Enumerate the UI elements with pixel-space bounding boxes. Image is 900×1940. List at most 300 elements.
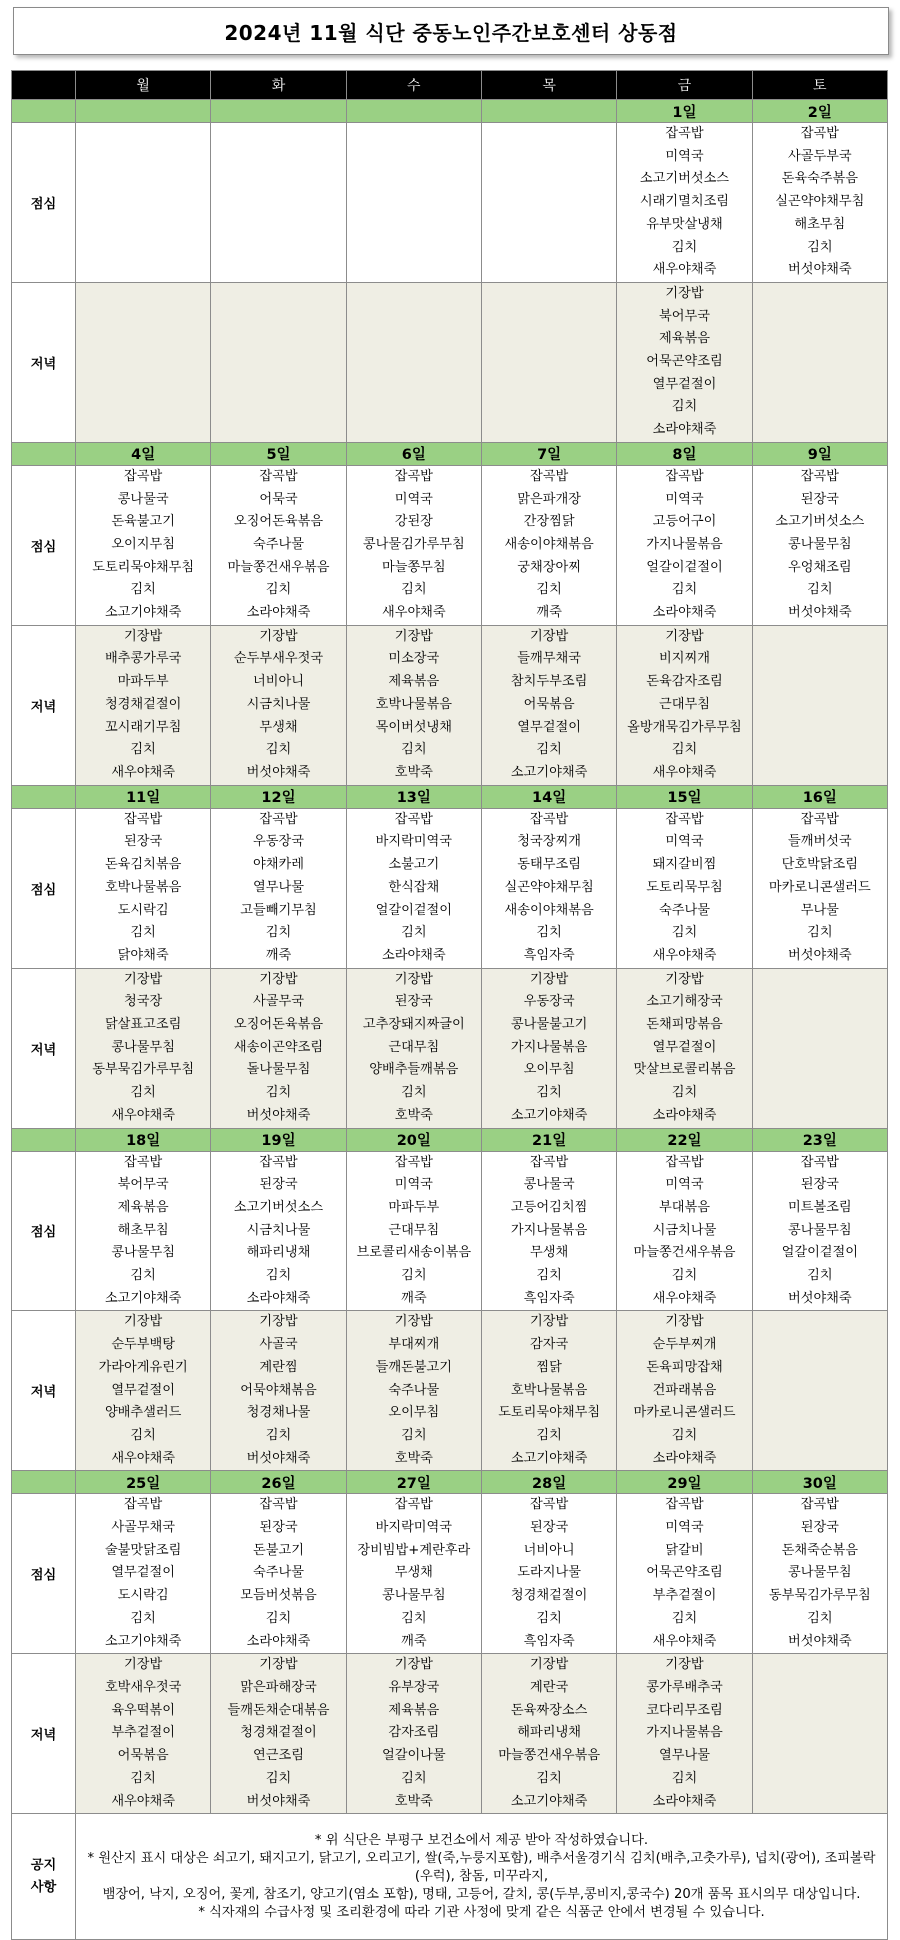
date-cell: 14일 <box>481 785 616 808</box>
menu-item: 미역국 <box>394 1177 433 1193</box>
menu-item: 깨죽 <box>401 1290 427 1306</box>
dinner-menu-cell <box>481 1654 616 1814</box>
menu-item: 잡곡밥 <box>800 1154 839 1170</box>
date-row-label <box>12 1471 76 1494</box>
menu-item: 잡곡밥 <box>394 468 433 484</box>
menu-item: 부대볶음 <box>658 1199 710 1215</box>
menu-item: 소고기야채죽 <box>510 1793 588 1809</box>
lunch-menu-cell <box>481 808 616 968</box>
menu-item: 계란국 <box>530 1680 569 1695</box>
date-row-label <box>12 100 76 123</box>
menu-item: 잡곡밥 <box>665 1154 704 1170</box>
menu-item: 잡곡밥 <box>259 468 298 484</box>
dinner-row <box>12 625 888 785</box>
lunch-menu-cell <box>211 465 346 625</box>
menu-item: 계란찜 <box>259 1359 298 1375</box>
menu-item: 유부장국 <box>388 1680 440 1695</box>
dinner-menu-cell <box>76 1654 211 1814</box>
menu-item: 소고기버섯소스 <box>233 1199 324 1215</box>
menu-item: 새우야채죽 <box>652 764 717 780</box>
menu-item: 소라야채죽 <box>652 605 717 621</box>
menu-item: 호박죽 <box>394 1450 433 1466</box>
dinner-menu-cell <box>481 968 616 1128</box>
menu-item: 김치 <box>671 239 698 255</box>
lunch-menu-cell <box>76 1494 211 1654</box>
menu-item: 잡곡밥 <box>394 811 433 827</box>
menu-item: 기장밥 <box>124 1314 163 1330</box>
date-row <box>12 785 888 808</box>
menu-item: 양배추들깨볶음 <box>369 1062 459 1078</box>
menu-item: 마늘쫑무침 <box>381 559 446 575</box>
menu-item: 김치 <box>536 1610 562 1626</box>
dinner-menu-cell <box>617 282 752 442</box>
menu-item: 미트볼조림 <box>787 1199 852 1215</box>
menu-item: 기장밥 <box>665 971 704 987</box>
menu-item: 콩나물무침 <box>787 1222 852 1238</box>
menu-item: 소고기버섯소스 <box>775 514 865 530</box>
menu-item: 김치 <box>130 1268 156 1284</box>
menu-item: 소라야채죽 <box>246 1633 311 1649</box>
menu-item: 해파리냉채 <box>246 1245 311 1261</box>
menu-item: 돈육감자조림 <box>646 674 723 690</box>
menu-item: 새우야채죽 <box>111 1107 176 1123</box>
menu-item: 김치 <box>671 742 698 758</box>
menu-item: 된장국 <box>530 1520 569 1536</box>
menu-item: 청경채겉절이 <box>510 1588 588 1604</box>
menu-item: 열무겉절이 <box>652 376 717 392</box>
notice-line: * 원산지 표시 대상은 쇠고기, 돼지고기, 닭고기, 오리고기, 쌀(죽,누룽지포함), 배추서울경기식 김치(배추,고춧가루), 넙치(광어), 조피볼락(우럭), 참돔, 미꾸라지, <box>87 1850 876 1884</box>
menu-item: 김치 <box>536 1085 562 1101</box>
menu-item: 감자국 <box>530 1337 569 1353</box>
menu-item: 버섯야채죽 <box>246 764 311 780</box>
date-row <box>12 442 888 465</box>
menu-item: 어묵야채볶음 <box>240 1382 317 1398</box>
menu-item: 야채카레 <box>253 857 304 873</box>
menu-item: 청경채겉절이 <box>104 696 182 712</box>
menu-item: 제육볶음 <box>388 1702 440 1718</box>
menu-item: 돼지갈비찜 <box>652 857 717 873</box>
menu-item: 잡곡밥 <box>124 468 163 484</box>
menu-item: 호박죽 <box>394 1107 433 1123</box>
menu-item: 순두부백탕 <box>111 1337 176 1353</box>
menu-item: 들깨돈불고기 <box>375 1359 453 1375</box>
menu-item: 깨죽 <box>536 605 562 621</box>
date-cell: 6일 <box>346 442 481 465</box>
menu-item: 김치 <box>807 582 833 598</box>
lunch-row-label: 점심 <box>12 465 76 625</box>
menu-item: 순두부찌개 <box>652 1337 717 1353</box>
lunch-menu-cell <box>346 465 481 625</box>
dinner-row <box>12 1654 888 1814</box>
menu-item: 기장밥 <box>259 971 298 987</box>
menu-item: 어묵볶음 <box>117 1748 169 1764</box>
weekday-header: 토 <box>752 71 887 100</box>
menu-item: 돈채피망볶음 <box>646 1017 723 1033</box>
menu-item: 콩나물김가루무침 <box>362 536 465 552</box>
date-cell: 12일 <box>211 785 346 808</box>
date-row-label <box>12 442 76 465</box>
weekday-header: 화 <box>211 71 346 100</box>
menu-item: 순두부새우젓국 <box>233 651 324 667</box>
menu-item: 감자조림 <box>388 1725 440 1741</box>
menu-item: 새우야채죽 <box>111 1793 176 1809</box>
date-cell: 29일 <box>617 1471 752 1494</box>
menu-item: 청국장 <box>124 994 163 1010</box>
menu-item: 부추겉절이 <box>111 1725 176 1741</box>
lunch-menu-cell <box>346 123 481 283</box>
dinner-menu-cell <box>211 1654 346 1814</box>
menu-item: 호박나물볶음 <box>375 696 453 712</box>
weekday-header-row <box>12 71 888 100</box>
dinner-menu-cell <box>617 1311 752 1471</box>
menu-item: 김치 <box>671 399 698 415</box>
menu-item: 바지락미역국 <box>375 834 453 850</box>
menu-item: 닭살표고조림 <box>104 1017 182 1033</box>
menu-item: 기장밥 <box>394 1314 433 1330</box>
menu-item: 강된장 <box>394 514 433 530</box>
menu-item: 너비아니 <box>523 1542 575 1558</box>
menu-item: 시래기멸치조림 <box>639 194 730 210</box>
menu-item: 잡곡밥 <box>394 1497 433 1513</box>
menu-item: 소고기야채죽 <box>104 605 182 621</box>
menu-item: 잡곡밥 <box>665 811 704 827</box>
menu-item: 김치 <box>401 1427 427 1443</box>
menu-item: 육우떡볶이 <box>111 1702 176 1718</box>
menu-item: 숙주나물 <box>253 1565 304 1581</box>
menu-item: 김치 <box>536 742 562 758</box>
menu-item: 버섯야채죽 <box>246 1793 311 1809</box>
menu-item: 소라야채죽 <box>246 605 311 621</box>
menu-item: 잡곡밥 <box>665 468 704 484</box>
menu-item: 도토리묵야채무침 <box>498 1405 601 1421</box>
menu-item: 어묵국 <box>259 491 298 507</box>
lunch-row <box>12 808 888 968</box>
menu-item: 깨죽 <box>401 1633 427 1649</box>
menu-item: 호박나물볶음 <box>104 879 182 895</box>
dinner-menu-cell <box>752 625 887 785</box>
menu-item: 참치두부조림 <box>510 674 588 690</box>
dinner-menu-cell <box>211 282 346 442</box>
date-cell: 13일 <box>346 785 481 808</box>
menu-item: 청국장찌개 <box>517 834 581 850</box>
menu-item: 잡곡밥 <box>800 811 839 827</box>
menu-item: 사골무국 <box>253 994 304 1010</box>
menu-item: 소라야채죽 <box>246 1290 311 1306</box>
dinner-row-label: 저녁 <box>12 968 76 1128</box>
menu-item: 올방개묵김가루무침 <box>627 719 742 735</box>
menu-item: 잡곡밥 <box>800 468 839 484</box>
dinner-menu-cell <box>76 625 211 785</box>
date-cell: 18일 <box>76 1128 211 1151</box>
menu-item: 된장국 <box>394 994 433 1010</box>
menu-item: 가지나물볶음 <box>510 1039 588 1055</box>
menu-item: 제육볶음 <box>388 674 440 690</box>
lunch-menu-cell <box>211 123 346 283</box>
menu-item: 버섯야채죽 <box>787 1633 852 1649</box>
menu-item: 김치 <box>671 1268 698 1284</box>
menu-item: 제육볶음 <box>117 1199 169 1215</box>
date-cell: 2일 <box>752 100 887 123</box>
date-cell: 5일 <box>211 442 346 465</box>
lunch-menu-cell <box>617 1151 752 1311</box>
menu-item: 고등어구이 <box>652 514 717 530</box>
menu-item: 소고기야채죽 <box>510 764 588 780</box>
lunch-menu-cell <box>76 1151 211 1311</box>
dinner-menu-cell <box>76 282 211 442</box>
menu-item: 들깨무채국 <box>517 651 581 667</box>
menu-item: 콩나물무침 <box>787 536 852 552</box>
menu-item: 열무겉절이 <box>652 1039 717 1055</box>
menu-item: 김치 <box>671 1770 698 1786</box>
menu-item: 기장밥 <box>665 285 704 301</box>
menu-item: 무생채 <box>530 1245 569 1261</box>
menu-item: 된장국 <box>259 1520 298 1536</box>
lunch-menu-cell <box>481 1151 616 1311</box>
menu-item: 소고기야채죽 <box>104 1290 182 1306</box>
menu-table <box>11 70 888 1940</box>
menu-item: 열무나물 <box>253 879 304 895</box>
lunch-menu-cell <box>481 465 616 625</box>
menu-item: 새우야채죽 <box>111 764 176 780</box>
menu-item: 김치 <box>265 1085 292 1101</box>
menu-item: 새우야채죽 <box>652 947 717 963</box>
menu-item: 장비빔밥+계란후라 <box>357 1542 471 1558</box>
menu-item: 김치 <box>671 1610 698 1626</box>
menu-item: 버섯야채죽 <box>787 262 852 278</box>
menu-item: 제육볶음 <box>658 331 710 347</box>
lunch-menu-cell <box>76 123 211 283</box>
menu-item: 잡곡밥 <box>259 1497 298 1513</box>
menu-item: 김치 <box>401 1770 427 1786</box>
menu-item: 잡곡밥 <box>530 1497 569 1513</box>
lunch-menu-cell <box>76 465 211 625</box>
menu-item: 김치 <box>265 1268 292 1284</box>
menu-item: 호박죽 <box>394 1793 433 1809</box>
menu-item: 소라야채죽 <box>652 1450 717 1466</box>
menu-item: 목이버섯냉채 <box>375 719 453 735</box>
menu-item: 콩나물무침 <box>787 1565 852 1581</box>
menu-item: 소고기야채죽 <box>510 1107 588 1123</box>
menu-item: 한식잡채 <box>388 879 440 895</box>
date-row <box>12 1128 888 1151</box>
menu-item: 양배추샐러드 <box>104 1405 182 1421</box>
lunch-menu-cell <box>346 1494 481 1654</box>
menu-item: 미역국 <box>665 1520 704 1536</box>
menu-item: 새우야채죽 <box>652 262 717 278</box>
menu-item: 도시락김 <box>117 1588 169 1604</box>
menu-item: 기장밥 <box>394 1657 433 1673</box>
menu-item: 기장밥 <box>259 1314 298 1330</box>
lunch-menu-cell <box>211 1494 346 1654</box>
notice-body <box>76 1814 888 1940</box>
menu-item: 마늘쫑건새우볶음 <box>633 1245 736 1261</box>
menu-item: 찜닭 <box>536 1359 562 1375</box>
dinner-menu-cell <box>752 968 887 1128</box>
menu-item: 돈육숙주볶음 <box>781 171 859 187</box>
menu-item: 소라야채죽 <box>381 947 446 963</box>
date-cell: 26일 <box>211 1471 346 1494</box>
dinner-row-label: 저녁 <box>12 1654 76 1814</box>
date-cell: 7일 <box>481 442 616 465</box>
menu-item: 동태무조림 <box>517 857 581 873</box>
menu-item: 호박나물볶음 <box>510 1382 588 1398</box>
lunch-row <box>12 1494 888 1654</box>
menu-item: 해초무침 <box>794 216 846 232</box>
menu-item: 김치 <box>265 582 292 598</box>
menu-item: 모듬버섯볶음 <box>240 1588 317 1604</box>
lunch-menu-cell <box>752 808 887 968</box>
dinner-menu-cell <box>346 282 481 442</box>
menu-item: 기장밥 <box>530 628 569 644</box>
menu-item: 소라야채죽 <box>652 422 717 438</box>
menu-item: 열무겉절이 <box>517 719 581 735</box>
menu-item: 기장밥 <box>665 1314 704 1330</box>
menu-item: 마늘쫑건새우볶음 <box>227 559 330 575</box>
menu-item: 된장국 <box>800 491 839 507</box>
menu-item: 김치 <box>265 742 292 758</box>
lunch-menu-cell <box>617 1494 752 1654</box>
menu-item: 근대무침 <box>658 696 710 712</box>
menu-item: 잡곡밥 <box>665 126 704 141</box>
menu-item: 돈육피망잡채 <box>646 1359 723 1375</box>
menu-item: 마카로니콘샐러드 <box>633 1405 736 1421</box>
dinner-menu-cell <box>617 968 752 1128</box>
notice-line: 뱀장어, 낙지, 오징어, 꽃게, 참조기, 양고기(염소 포함), 명태, 고등어, 갈치, 콩(두부,콩비지,콩국수) 20개 품목 표시의무 대상입니다. <box>102 1886 861 1902</box>
lunch-row-label: 점심 <box>12 1151 76 1311</box>
lunch-menu-cell <box>752 123 887 283</box>
menu-item: 고등어김치찜 <box>510 1199 588 1215</box>
menu-item: 새우야채죽 <box>652 1290 717 1306</box>
menu-item: 닭야채죽 <box>117 947 169 963</box>
menu-item: 김치 <box>536 1427 562 1443</box>
menu-item: 미소장국 <box>388 651 440 667</box>
menu-item: 맑은파개장 <box>517 491 581 507</box>
menu-item: 김치 <box>671 925 698 941</box>
menu-item: 기장밥 <box>259 628 298 644</box>
date-cell: 8일 <box>617 442 752 465</box>
menu-item: 숙주나물 <box>658 902 710 918</box>
menu-item: 돈육짜장소스 <box>510 1702 588 1718</box>
menu-item: 기장밥 <box>530 1657 569 1673</box>
menu-item: 가라아게유린기 <box>98 1359 188 1375</box>
menu-item: 김치 <box>265 925 292 941</box>
menu-item: 배추콩가루국 <box>104 651 182 667</box>
menu-item: 도토리묵야채무침 <box>92 559 195 575</box>
date-cell: 23일 <box>752 1128 887 1151</box>
dinner-row <box>12 282 888 442</box>
menu-item: 김치 <box>807 1268 833 1284</box>
date-cell <box>346 100 481 123</box>
lunch-row <box>12 465 888 625</box>
weekday-header: 수 <box>346 71 481 100</box>
date-row <box>12 1471 888 1494</box>
menu-item: 얼갈이겉절이 <box>646 559 723 575</box>
lunch-row-label: 점심 <box>12 1494 76 1654</box>
menu-item: 오이무침 <box>388 1405 440 1421</box>
menu-item: 김치 <box>536 1268 562 1284</box>
menu-item: 소고기야채죽 <box>104 1633 182 1649</box>
menu-item: 해파리냉채 <box>517 1725 581 1741</box>
menu-item: 북어무국 <box>658 308 710 324</box>
notice-label <box>12 1814 76 1940</box>
dinner-menu-cell <box>346 625 481 785</box>
menu-item: 오이무침 <box>523 1062 575 1078</box>
menu-item: 들깨버섯국 <box>787 834 852 850</box>
menu-item: 흑임자죽 <box>523 1633 575 1649</box>
menu-item: 도라지나물 <box>517 1565 581 1581</box>
dinner-menu-cell <box>752 1311 887 1471</box>
menu-item: 얼갈이겉절이 <box>781 1245 859 1261</box>
dinner-row-label: 저녁 <box>12 282 76 442</box>
menu-item: 고추장돼지짜글이 <box>362 1017 465 1033</box>
menu-item: 오징어돈육볶음 <box>233 1017 324 1033</box>
lunch-menu-cell <box>617 808 752 968</box>
menu-item: 김치 <box>401 582 427 598</box>
notice-row <box>12 1814 888 1940</box>
menu-item: 소고기야채죽 <box>510 1450 588 1466</box>
lunch-row <box>12 1151 888 1311</box>
date-cell: 20일 <box>346 1128 481 1151</box>
menu-item: 술불맛닭조림 <box>104 1542 182 1558</box>
menu-item: 숙주나물 <box>253 536 304 552</box>
menu-item: 실곤약야채무침 <box>775 194 865 210</box>
menu-item: 기장밥 <box>665 628 704 644</box>
menu-item: 콩나물국 <box>523 1177 575 1193</box>
menu-item: 가지나물볶음 <box>646 1725 723 1741</box>
menu-item: 버섯야채죽 <box>787 605 852 621</box>
menu-item: 돈육김치볶음 <box>104 857 182 873</box>
menu-item: 잡곡밥 <box>124 1154 163 1170</box>
date-cell: 4일 <box>76 442 211 465</box>
menu-item: 동부묵김가루무침 <box>768 1588 871 1604</box>
lunch-menu-cell <box>617 123 752 283</box>
lunch-row-label: 점심 <box>12 123 76 283</box>
menu-item: 얼갈이겉절이 <box>375 902 453 918</box>
date-cell <box>211 100 346 123</box>
notice-label-line: 공지 <box>30 1857 57 1873</box>
menu-item: 시금치나물 <box>246 696 311 712</box>
lunch-menu-cell <box>481 1494 616 1654</box>
menu-item: 잡곡밥 <box>800 126 839 141</box>
dinner-menu-cell <box>76 1311 211 1471</box>
menu-item: 청경채나물 <box>246 1405 311 1421</box>
menu-item: 새우야채죽 <box>111 1450 176 1466</box>
menu-item: 김치 <box>130 582 156 598</box>
dinner-menu-cell <box>211 625 346 785</box>
date-cell <box>76 100 211 123</box>
notice-label-line: 사항 <box>30 1879 57 1895</box>
menu-item: 시금치나물 <box>246 1222 311 1238</box>
menu-item: 어묵곤약조림 <box>646 354 723 370</box>
menu-item: 마카로니콘샐러드 <box>768 879 871 895</box>
lunch-menu-cell <box>211 1151 346 1311</box>
menu-item: 고들빼기무침 <box>240 902 317 918</box>
menu-item: 김치 <box>265 1770 292 1786</box>
menu-item: 잡곡밥 <box>124 811 163 827</box>
date-row-label <box>12 1128 76 1151</box>
weekday-header: 금 <box>617 71 752 100</box>
date-cell: 25일 <box>76 1471 211 1494</box>
menu-item: 오이지무침 <box>111 536 176 552</box>
menu-item: 숙주나물 <box>388 1382 440 1398</box>
menu-item: 부추겉절이 <box>652 1588 717 1604</box>
menu-item: 돈채죽순볶음 <box>781 1542 859 1558</box>
menu-item: 소라야채죽 <box>652 1793 717 1809</box>
menu-item: 김치 <box>536 582 562 598</box>
menu-item: 도토리묵무침 <box>646 879 723 895</box>
menu-item: 잡곡밥 <box>124 1497 163 1513</box>
lunch-menu-cell <box>211 808 346 968</box>
